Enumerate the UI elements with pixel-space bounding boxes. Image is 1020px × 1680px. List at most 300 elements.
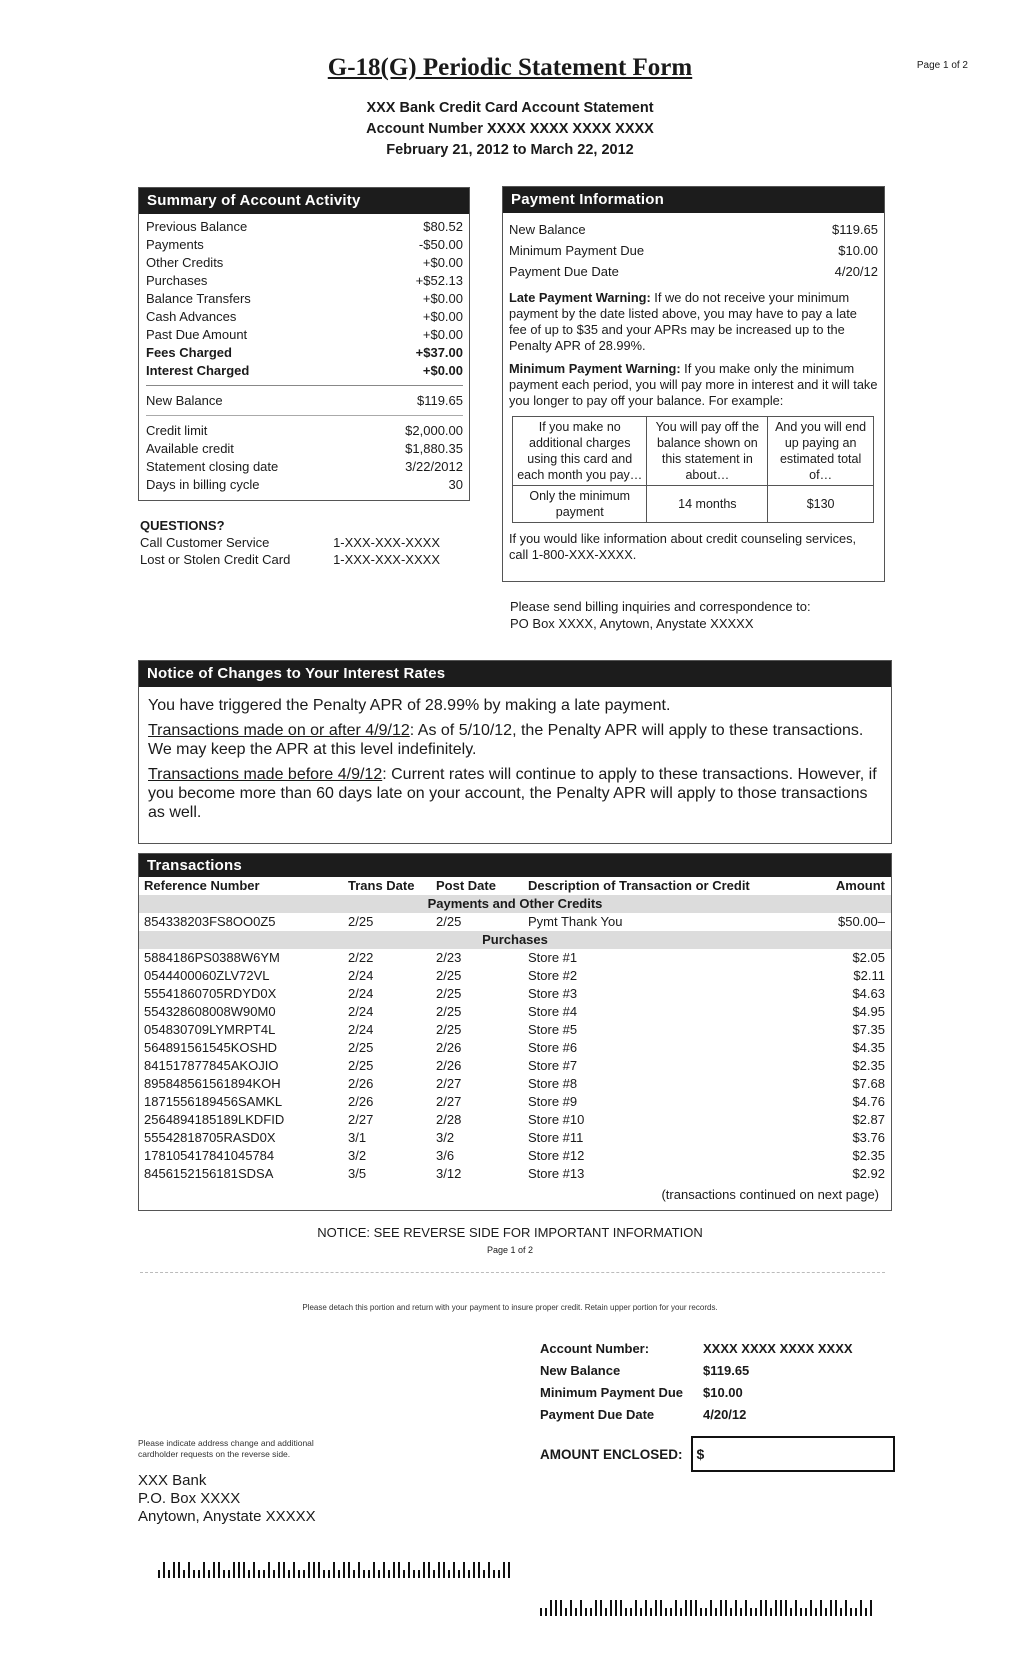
barcode-bar	[453, 1562, 455, 1578]
summary-row	[146, 236, 463, 254]
barcode-bar	[695, 1600, 697, 1616]
barcode-bar	[675, 1600, 677, 1616]
late-payment-warning	[509, 290, 878, 354]
credit-row	[146, 422, 463, 440]
transaction-row	[144, 1147, 885, 1165]
barcode-bar	[228, 1570, 230, 1578]
transaction-amt: $4.63	[852, 986, 885, 1001]
barcode-bar	[550, 1600, 552, 1616]
payoff-cell-2: 14 months	[647, 486, 768, 523]
barcode-bar	[640, 1608, 642, 1616]
barcode-bar	[785, 1600, 787, 1616]
barcode-bar	[238, 1562, 240, 1578]
transaction-amt: $2.35	[852, 1148, 885, 1163]
transaction-td: 2/25	[348, 914, 374, 929]
transaction-amt: $4.95	[852, 1004, 885, 1019]
transaction-td: 3/2	[348, 1148, 367, 1163]
barcode-bar	[253, 1562, 255, 1578]
transaction-pd: 2/28	[436, 1112, 462, 1127]
barcode-bar	[765, 1600, 767, 1616]
transaction-td: 2/22	[348, 950, 374, 965]
credit-counseling-note: If you would like information about credit counseling services, call 1-800-XXX-XXXX.	[509, 531, 857, 562]
payoff-table	[512, 416, 874, 523]
question-row-label: Call Customer Service	[140, 535, 270, 550]
transaction-ref: 2564894185189LKDFID	[144, 1112, 285, 1127]
remit-bank-box: P.O. Box XXXX	[138, 1490, 241, 1507]
barcode-bar	[700, 1608, 702, 1616]
barcode-bar	[473, 1562, 475, 1578]
statement-title: XXX Bank Credit Card Account Statement	[366, 100, 654, 116]
barcode-bar	[595, 1600, 597, 1616]
barcode-bar	[650, 1608, 652, 1616]
statement-period: February 21, 2012 to March 22, 2012	[386, 142, 634, 158]
stub-row-label: New Balance	[540, 1363, 621, 1378]
transaction-ref: 55541860705RDYD0X	[144, 986, 277, 1001]
barcode-bar	[223, 1570, 225, 1578]
transactions-continued: (transactions continued on next page)	[661, 1187, 879, 1202]
barcode-bar	[735, 1600, 737, 1616]
barcode-bar	[188, 1562, 190, 1578]
stub-row-value: $10.00	[703, 1385, 743, 1400]
transaction-ref: 55542818705RASD0X	[144, 1130, 276, 1145]
rate-change-notice	[138, 660, 892, 844]
barcode-bar	[378, 1570, 380, 1578]
summary-row	[146, 218, 463, 236]
transaction-pd: 2/26	[436, 1058, 462, 1073]
transaction-pd: 3/2	[436, 1130, 455, 1145]
barcode-bar	[208, 1570, 210, 1578]
transaction-pd: 2/25	[436, 986, 462, 1001]
barcode-bar	[800, 1608, 802, 1616]
transaction-row	[144, 1021, 885, 1039]
stub-row-value: 4/20/12	[703, 1407, 747, 1422]
transaction-desc: Store #1	[528, 950, 578, 965]
transaction-row	[144, 949, 885, 967]
late-warning-label: Late Payment Warning:	[509, 290, 651, 305]
credit-row-value: 3/22/2012	[405, 459, 463, 474]
transaction-pd: 2/25	[436, 914, 462, 929]
barcode-bar	[293, 1562, 295, 1578]
barcode-bar	[323, 1570, 325, 1578]
payment-row-value: $119.65	[831, 222, 878, 237]
col-description: Description of Transaction or Credit	[528, 878, 750, 893]
transaction-amt: $4.35	[852, 1040, 885, 1055]
barcode-bar	[373, 1562, 375, 1578]
barcode-bar	[565, 1608, 567, 1616]
transaction-row	[144, 1057, 885, 1075]
payoff-table-header	[513, 417, 874, 486]
detach-line	[140, 1272, 885, 1273]
payment-row	[509, 261, 878, 282]
barcode-bar	[600, 1600, 602, 1616]
transaction-ref: 854338203FS8OO0Z5	[144, 914, 276, 929]
barcode-bar	[540, 1608, 542, 1616]
transaction-amt: $2.05	[852, 950, 885, 965]
barcode-bar	[203, 1562, 205, 1578]
barcode-bar	[328, 1570, 330, 1578]
transaction-desc: Store #4	[528, 1004, 578, 1019]
barcode-bar	[660, 1600, 662, 1616]
question-row	[140, 534, 440, 551]
transaction-td: 2/27	[348, 1112, 374, 1127]
barcode-bar	[575, 1608, 577, 1616]
payoff-col-3: And you will end up paying an estimated total of…	[768, 417, 874, 486]
transaction-ref: 178105417841045784	[144, 1148, 275, 1163]
barcode-bar	[433, 1570, 435, 1578]
transaction-pd: 2/27	[436, 1076, 462, 1091]
summary-row	[146, 308, 463, 326]
notice-paragraph-3	[148, 765, 883, 822]
summary-new-balance	[146, 392, 463, 410]
transactions-title: Transactions	[139, 854, 891, 877]
barcode-bar	[865, 1608, 867, 1616]
barcode-bar	[163, 1562, 165, 1578]
transaction-td: 2/25	[348, 1058, 374, 1073]
barcode-bar	[855, 1608, 857, 1616]
col-trans-date: Trans Date	[348, 878, 415, 893]
reverse-side-notice: NOTICE: SEE REVERSE SIDE FOR IMPORTANT INFORMATION	[317, 1225, 703, 1240]
col-amount: Amount	[835, 878, 885, 893]
credit-row-label: Days in billing cycle	[146, 477, 260, 492]
barcode-bar	[730, 1608, 732, 1616]
summary-divider	[146, 385, 463, 386]
barcode-bar	[755, 1608, 757, 1616]
barcode-bar	[508, 1562, 510, 1578]
barcode-bar	[168, 1570, 170, 1578]
barcode-bar	[560, 1600, 562, 1616]
summary-panel	[138, 187, 470, 501]
barcode-bar	[258, 1570, 260, 1578]
barcode-bar	[670, 1608, 672, 1616]
barcode-bar	[585, 1608, 587, 1616]
payoff-table-row	[513, 486, 874, 523]
transaction-pd: 2/27	[436, 1094, 462, 1109]
barcode-bar	[458, 1570, 460, 1578]
barcode-bar	[388, 1570, 390, 1578]
transaction-amt: $2.11	[853, 968, 885, 983]
transaction-ref: 5884186PS0388W6YM	[144, 950, 280, 965]
stub-row	[540, 1338, 890, 1360]
transaction-amt: $2.87	[852, 1112, 885, 1127]
barcode-bar	[503, 1562, 505, 1578]
barcode-bar	[358, 1562, 360, 1578]
summary-row	[146, 290, 463, 308]
transaction-amt: $50.00–	[838, 914, 885, 929]
payment-row-value: 4/20/12	[834, 264, 878, 279]
transaction-ref: 841517877845AKOJIO	[144, 1058, 279, 1073]
stub-row	[540, 1382, 890, 1404]
barcode-bar	[825, 1608, 827, 1616]
stub-row-label: Payment Due Date	[540, 1407, 655, 1422]
barcode-bar	[555, 1600, 557, 1616]
summary-row	[146, 362, 463, 380]
barcode-bar	[183, 1570, 185, 1578]
questions-section	[140, 518, 468, 568]
barcode-bar	[318, 1562, 320, 1578]
barcode-bar	[845, 1600, 847, 1616]
col-post-date: Post Date	[436, 878, 496, 893]
question-row-value: 1-XXX-XXX-XXXX	[333, 535, 440, 550]
form-title: G-18(G) Periodic Statement Form	[327, 54, 693, 81]
stub-row-value: $119.65	[703, 1363, 750, 1378]
barcode-bar	[665, 1608, 667, 1616]
barcode-bar	[313, 1562, 315, 1578]
statement-header	[0, 98, 1020, 161]
payment-row-label: Minimum Payment Due	[509, 243, 645, 258]
transaction-ref: 564891561545KOSHD	[144, 1040, 277, 1055]
billing-inquiries	[510, 598, 811, 632]
credit-row-value: 30	[448, 477, 463, 492]
transaction-row	[144, 1039, 885, 1057]
barcode-bar	[680, 1608, 682, 1616]
group-payments-credits: Payments and Other Credits	[139, 895, 891, 913]
payment-row-label: Payment Due Date	[509, 264, 619, 279]
transaction-row	[144, 1165, 885, 1183]
transaction-amt: $4.76	[852, 1094, 885, 1109]
transaction-desc: Store #13	[528, 1166, 585, 1181]
summary-row-value: +$37.00	[415, 345, 463, 360]
barcode-bar	[810, 1600, 812, 1616]
transaction-row	[144, 1111, 885, 1129]
remit-address	[138, 1472, 316, 1526]
barcode-bar	[775, 1600, 777, 1616]
remit-bank-city: Anytown, Anystate XXXXX	[138, 1508, 316, 1525]
barcode-bar	[580, 1600, 582, 1616]
credit-row	[146, 458, 463, 476]
transaction-td: 2/26	[348, 1094, 374, 1109]
barcode-bar	[298, 1570, 300, 1578]
transaction-desc: Store #9	[528, 1094, 578, 1109]
barcode-bar	[423, 1562, 425, 1578]
barcode-bar	[780, 1600, 782, 1616]
barcode-bar	[478, 1562, 480, 1578]
barcode-bar	[685, 1600, 687, 1616]
transaction-ref: 054830709LYMRPT4L	[144, 1022, 276, 1037]
payoff-cell-1: Only the minimum payment	[513, 486, 647, 523]
transaction-ref: 554328608008W90M0	[144, 1004, 276, 1019]
barcode-bar	[443, 1562, 445, 1578]
notice-p2-text: : As of 5/10/12, the Penalty APR will apply to these transactions. We may keep the APR at this level indefinitely.	[148, 722, 864, 758]
transaction-row	[144, 1075, 885, 1093]
barcode-bar	[690, 1600, 692, 1616]
credit-row	[146, 440, 463, 458]
barcode-bar	[448, 1570, 450, 1578]
summary-title: Summary of Account Activity	[139, 188, 469, 214]
summary-row	[146, 272, 463, 290]
transaction-row	[144, 985, 885, 1003]
barcode-bar	[720, 1600, 722, 1616]
notice-title: Notice of Changes to Your Interest Rates	[139, 661, 891, 687]
barcode-bar	[343, 1562, 345, 1578]
barcode-bar	[398, 1562, 400, 1578]
barcode-bar	[178, 1562, 180, 1578]
amount-enclosed-label: AMOUNT ENCLOSED:	[540, 1446, 683, 1462]
transaction-row	[144, 1129, 885, 1147]
transaction-td: 2/24	[348, 1004, 374, 1019]
col-reference: Reference Number	[144, 878, 260, 893]
summary-row-label: Past Due Amount	[146, 327, 248, 342]
transaction-td: 2/26	[348, 1076, 374, 1091]
late-warning-text: If we do not receive your minimum payment by the date listed above, you may have to pay a late fee of up to $35 and your APRs may be increased up to the Penalty APR of 28.99%.	[509, 290, 857, 353]
transaction-pd: 2/25	[436, 1004, 462, 1019]
barcode-bar	[715, 1608, 717, 1616]
barcode-bar	[630, 1608, 632, 1616]
payment-row	[509, 240, 878, 261]
barcode-bar	[338, 1570, 340, 1578]
barcode-bar	[830, 1600, 832, 1616]
barcode-bar	[428, 1562, 430, 1578]
barcode-bar	[218, 1562, 220, 1578]
transaction-ref: 0544400060ZLV72VL	[144, 968, 270, 983]
barcode-bar	[860, 1600, 862, 1616]
stub-row-label: Account Number:	[540, 1341, 650, 1356]
barcode-bar	[348, 1562, 350, 1578]
summary-row-label: Fees Charged	[146, 345, 232, 360]
barcode-bar	[488, 1562, 490, 1578]
credit-row-value: $2,000.00	[405, 423, 463, 438]
barcode-bar	[710, 1600, 712, 1616]
question-row-label: Lost or Stolen Credit Card	[140, 552, 291, 567]
barcode-bar	[570, 1600, 572, 1616]
summary-row-label: Balance Transfers	[146, 291, 251, 306]
barcode-bar	[333, 1562, 335, 1578]
transaction-amt: $7.68	[852, 1076, 885, 1091]
barcode-bar	[725, 1600, 727, 1616]
barcode-bar	[268, 1562, 270, 1578]
transaction-desc: Pymt Thank You	[528, 914, 623, 929]
account-number-line: Account Number XXXX XXXX XXXX XXXX	[366, 121, 654, 137]
barcode-bar	[273, 1570, 275, 1578]
barcode-bar	[745, 1600, 747, 1616]
summary-row-label: Other Credits	[146, 255, 224, 270]
summary-row-value: +$0.00	[422, 363, 463, 378]
transaction-row	[144, 913, 885, 931]
barcode-bar	[740, 1608, 742, 1616]
inquiries-line-2: PO Box XXXX, Anytown, Anystate XXXXX	[510, 616, 754, 631]
payoff-col-1: If you make no additional charges using this card and each month you pay…	[513, 417, 647, 486]
barcode-bar	[468, 1570, 470, 1578]
transaction-desc: Store #11	[528, 1130, 584, 1145]
transaction-desc: Store #5	[528, 1022, 578, 1037]
barcode-bar	[308, 1562, 310, 1578]
transaction-amt: $2.92	[852, 1166, 885, 1181]
minimum-payment-warning	[509, 361, 878, 409]
transaction-desc: Store #8	[528, 1076, 578, 1091]
barcode-bar	[790, 1608, 792, 1616]
barcode-bar	[483, 1570, 485, 1578]
transaction-row	[144, 1093, 885, 1111]
barcode-bar	[820, 1600, 822, 1616]
payment-row	[509, 219, 878, 240]
barcode-bar	[368, 1570, 370, 1578]
transaction-pd: 2/25	[436, 1022, 462, 1037]
stub-row	[540, 1360, 890, 1382]
barcode-bar	[288, 1570, 290, 1578]
barcode-bar	[625, 1608, 627, 1616]
transactions-panel	[138, 853, 892, 1211]
barcode-bar	[805, 1608, 807, 1616]
detach-instruction: Please detach this portion and return with your payment to insure proper credit. Retain upper portion for your records.	[302, 1303, 718, 1312]
barcode-bar	[158, 1570, 160, 1578]
summary-row-label: Purchases	[146, 273, 208, 288]
barcode-bar	[383, 1562, 385, 1578]
barcode-bar	[243, 1562, 245, 1578]
barcode-bar	[545, 1608, 547, 1616]
barcode-bar	[870, 1600, 872, 1616]
barcode-bar	[363, 1570, 365, 1578]
transaction-pd: 2/23	[436, 950, 462, 965]
barcode-bar	[233, 1562, 235, 1578]
summary-row-value: +$0.00	[422, 309, 463, 324]
notice-p3-text: : Current rates will continue to apply to these transactions. However, if you become more than 60 days late on your account, the Penalty APR will apply to those transactions as well.	[148, 766, 877, 821]
payment-stub	[540, 1338, 890, 1426]
barcode-bar	[408, 1562, 410, 1578]
questions-heading: QUESTIONS?	[140, 518, 225, 533]
transaction-desc: Store #6	[528, 1040, 578, 1055]
transaction-td: 2/24	[348, 986, 374, 1001]
barcode-bar	[705, 1608, 707, 1616]
barcode-bar	[635, 1600, 637, 1616]
summary-row	[146, 254, 463, 272]
barcode-bar	[403, 1570, 405, 1578]
summary-row-value: $119.65	[416, 393, 463, 408]
barcode-bar	[303, 1570, 305, 1578]
barcode-bar	[770, 1608, 772, 1616]
summary-row-label: New Balance	[146, 393, 223, 408]
barcode-bar	[605, 1608, 607, 1616]
barcode-bar	[173, 1562, 175, 1578]
transaction-amt: $2.35	[852, 1058, 885, 1073]
transaction-td: 2/25	[348, 1040, 374, 1055]
footer-page-indicator: Page 1 of 2	[486, 1245, 534, 1255]
stub-row-value: XXXX XXXX XXXX XXXX	[703, 1341, 853, 1356]
transaction-pd: 3/6	[436, 1148, 455, 1163]
summary-row-label: Payments	[146, 237, 204, 252]
transaction-ref: 1871556189456SAMKL	[144, 1094, 283, 1109]
barcode-bar	[393, 1562, 395, 1578]
amount-enclosed-field[interactable]: $	[691, 1436, 895, 1472]
transaction-td: 2/24	[348, 968, 374, 983]
barcode-bar	[283, 1562, 285, 1578]
transaction-td: 3/1	[348, 1130, 367, 1145]
payoff-col-2: You will pay off the balance shown on this statement in about…	[647, 417, 768, 486]
postal-barcode	[158, 1562, 510, 1578]
stub-row	[540, 1404, 890, 1426]
notice-paragraph-2	[148, 721, 883, 759]
transaction-td: 2/24	[348, 1022, 374, 1037]
transaction-pd: 2/25	[436, 968, 462, 983]
question-row-value: 1-XXX-XXX-XXXX	[333, 552, 440, 567]
barcode-bar	[213, 1562, 215, 1578]
barcode-bar	[590, 1608, 592, 1616]
transaction-ref: 895848561561894KOH	[144, 1076, 281, 1091]
transaction-desc: Store #12	[528, 1148, 585, 1163]
barcode-bar	[835, 1600, 837, 1616]
page-indicator: Page 1 of 2	[916, 60, 968, 71]
barcode-bar	[610, 1600, 612, 1616]
credit-row-label: Statement closing date	[146, 459, 279, 474]
barcode-bar	[655, 1600, 657, 1616]
summary-row-label: Cash Advances	[146, 309, 237, 324]
transaction-desc: Store #7	[528, 1058, 578, 1073]
remit-bank-name: XXX Bank	[138, 1472, 207, 1489]
summary-row-value: +$0.00	[422, 291, 463, 306]
transaction-ref: 8456152156181SDSA	[144, 1166, 274, 1181]
summary-divider	[146, 415, 463, 416]
notice-p2-underlined: Transactions made on or after 4/9/12	[148, 722, 410, 739]
summary-row-value: +$0.00	[422, 255, 463, 270]
payoff-cell-3: $130	[768, 486, 874, 523]
